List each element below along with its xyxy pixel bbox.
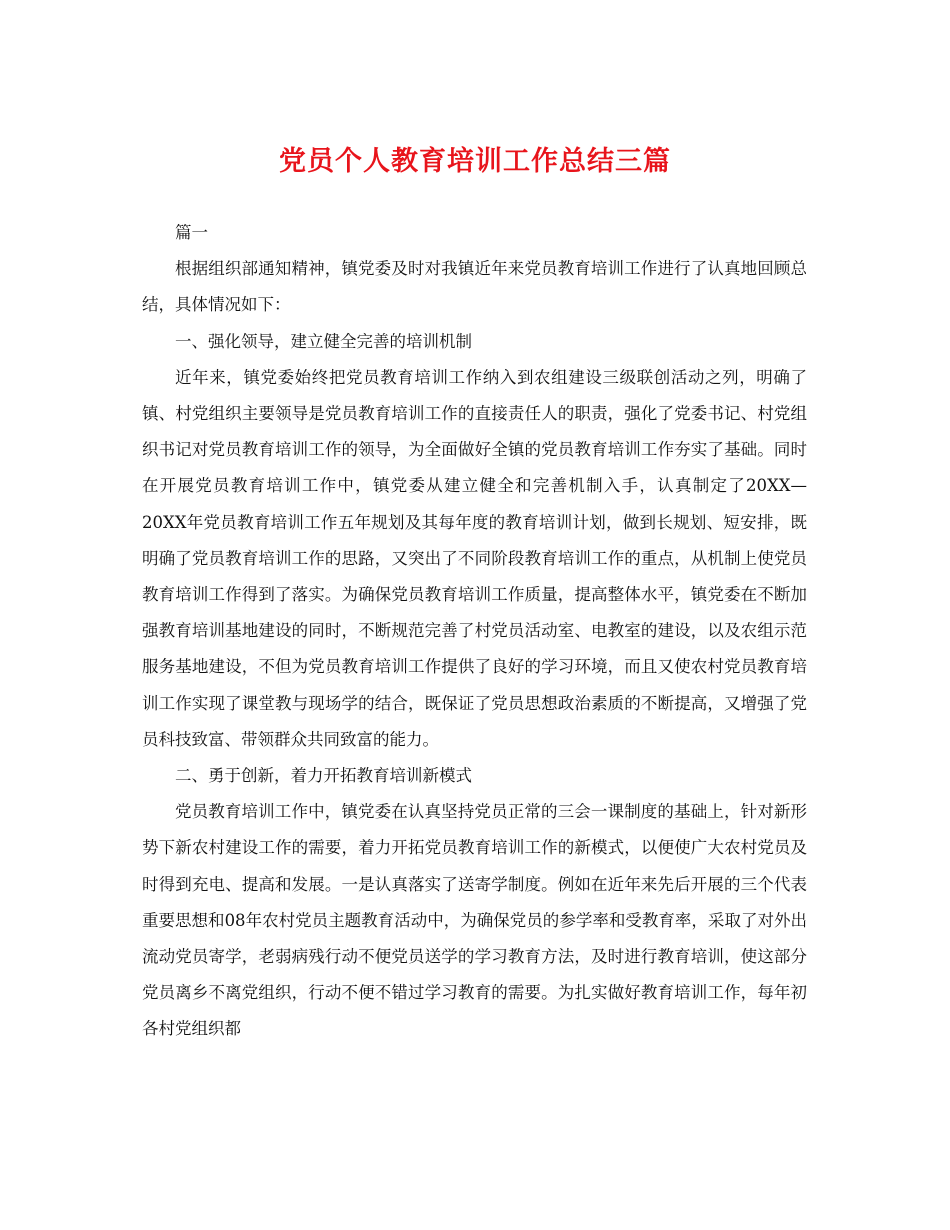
section-heading: 一、强化领导，建立健全完善的培训机制 <box>175 331 472 351</box>
body-paragraph: 近年来，镇党委始终把党员教育培训工作纳入到农组建设三级联创活动之列，明确了镇、村党组织主要领导是党员教育培训工作的直接责任人的职责，强化了党委书记、村党组织书记对党员教育培训工作的领导，为全面做好全镇的党员教育培训工作夯实了基础。同时在开展党员教育培训工作中，镇党委从建立健全和完善机制入手，认真制定了20XX—20XX年党员教育培训工作五年规划及其每年度的教育培训计划，做到长规划、短安排，既明确了党员教育培训工作的思路，又突出了不同阶段教育培训工作的重点，从机制上使党员教育培训工作得到了落实。为确保党员教育培训工作质量，提高整体水平，镇党委在不断加强教育培训基地建设的同时，不断规范完善了村党员活动室、电教室的建设，以及农组示范服务基地建设，不但为党员教育培训工作提供了良好的学习环境，而且又使农村党员教育培训工作实现了课堂教与现场学的结合，既保证了党员思想政治素质的不断提高，又增强了党员科技致富、带领群众共同致富的能力。 <box>142 367 807 749</box>
section-heading: 二、勇于创新，着力开拓教育培训新模式 <box>175 766 472 786</box>
body-paragraph: 根据组织部通知精神，镇党委及时对我镇近年来党员教育培训工作进行了认真地回顾总结，具体情况如下： <box>142 259 807 315</box>
section-heading: 篇一 <box>175 223 208 242</box>
document-body <box>142 215 807 1048</box>
body-paragraph: 党员教育培训工作中，镇党委在认真坚持党员正常的三会一课制度的基础上，针对新形势下新农村建设工作的需要，着力开拓党员教育培训工作的新模式，以便使广大农村党员及时得到充电、提高和发展。一是认真落实了送寄学制度。例如在近年来先后开展的三个代表重要思想和08年农村党员主题教育活动中，为确保党员的参学率和受教育率，采取了对外出流动党员寄学，老弱病残行动不便党员送学的学习教育方法，及时进行教育培训，使这部分党员离乡不离党组织，行动不便不错过学习教育的需要。为扎实做好教育培训工作，每年初各村党组织都 <box>142 802 807 1039</box>
document-title: 党员个人教育培训工作总结三篇 <box>279 146 671 177</box>
